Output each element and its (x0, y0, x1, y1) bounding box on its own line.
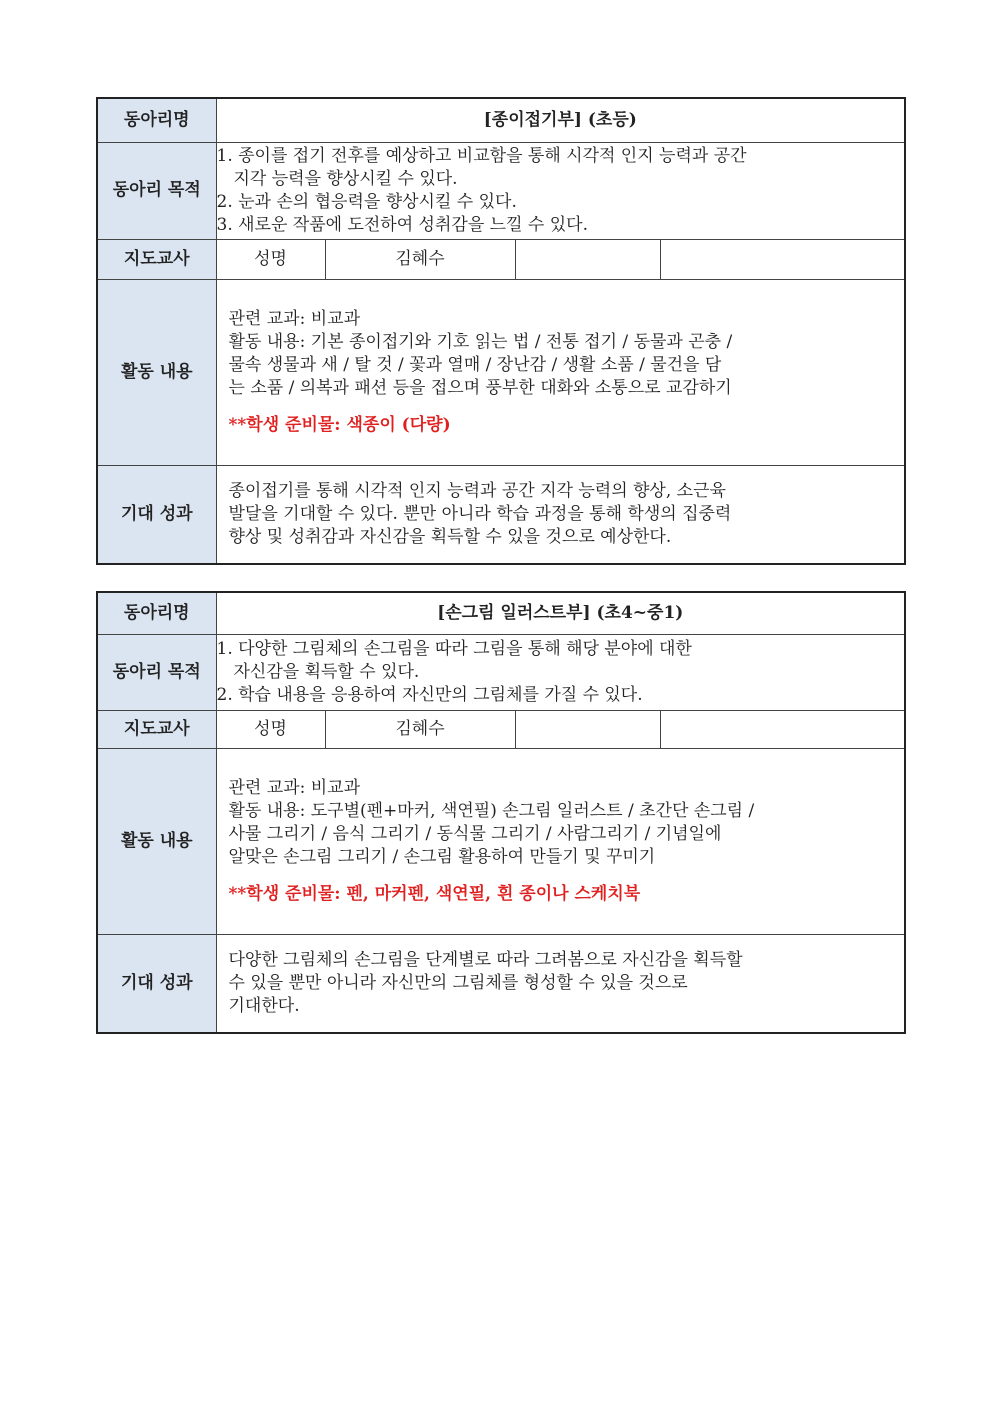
goal-line: 2. 눈과 손의 협응력을 향상시킬 수 있다. (216, 191, 517, 212)
goal-line: 자신감을 획득할 수 있다. (233, 661, 420, 682)
activity-label: 활동 내용 (97, 748, 216, 934)
activity-cell (216, 748, 905, 934)
outcome-line: 기대한다. (228, 995, 300, 1016)
club-goal-cell (216, 142, 905, 239)
activity-line: 사물 그리기 / 음식 그리기 / 동식물 그리기 / 사람그리기 / 기념일에 (228, 823, 722, 844)
outcome-line: 다양한 그림체의 손그림을 단계별로 따라 그려봄으로 자신감을 획득할 (228, 949, 743, 970)
activity-line: 활동 내용: 도구별(펜+마커, 색연필) 손그림 일러스트 / 초간단 손그림 / (228, 800, 755, 821)
activity-label: 활동 내용 (97, 279, 216, 465)
activity-line: 관련 교과: 비교과 (228, 308, 360, 329)
activity-line: 활동 내용: 기본 종이접기와 기호 읽는 법 / 전통 접기 / 동물과 곤충 / (228, 331, 733, 352)
club-name-label: 동아리명 (97, 592, 216, 634)
goal-line: 3. 새로운 작품에 도전하여 성취감을 느낄 수 있다. (216, 214, 588, 235)
outcome-label: 기대 성과 (97, 934, 216, 1033)
club-table-origami (96, 97, 906, 565)
goal-line: 1. 다양한 그림체의 손그림을 따라 그림을 통해 해당 분야에 대한 (216, 638, 692, 659)
materials-note: **학생 준비물: 펜, 마커펜, 색연필, 흰 종이나 스케치북 (228, 883, 641, 904)
outcome-line: 종이접기를 통해 시각적 인지 능력과 공간 지각 능력의 향상, 소근육 (228, 480, 726, 501)
teacher-extra-cell (660, 239, 905, 279)
club-title: [손그림 일러스트부] (초4~중1) (216, 592, 905, 634)
activity-line: 관련 교과: 비교과 (228, 777, 360, 798)
activity-cell (216, 279, 905, 465)
club-name-label: 동아리명 (97, 98, 216, 142)
activity-line: 는 소품 / 의복과 패션 등을 접으며 풍부한 대화와 소통으로 교감하기 (228, 377, 732, 398)
goal-line: 1. 종이를 접기 전후를 예상하고 비교함을 통해 시각적 인지 능력과 공간 (216, 145, 747, 166)
outcome-label: 기대 성과 (97, 465, 216, 564)
club-goal-cell (216, 634, 905, 710)
teacher-name: 김혜수 (325, 239, 515, 279)
outcome-line: 발달을 기대할 수 있다. 뿐만 아니라 학습 과정을 통해 학생의 집중력 (228, 503, 732, 524)
club-goal-label: 동아리 목적 (97, 634, 216, 710)
club-table-illustration (96, 591, 906, 1034)
club-title: [종이접기부] (초등) (216, 98, 905, 142)
club-goal-label: 동아리 목적 (97, 142, 216, 239)
teacher-extra-cell (515, 710, 660, 748)
goal-line: 지각 능력을 향상시킬 수 있다. (233, 168, 458, 189)
teacher-name: 김혜수 (325, 710, 515, 748)
activity-line: 물속 생물과 새 / 탈 것 / 꽃과 열매 / 장난감 / 생활 소품 / 물건을 담 (228, 354, 722, 375)
teacher-label: 지도교사 (97, 239, 216, 279)
outcome-cell (216, 934, 905, 1033)
teacher-extra-cell (515, 239, 660, 279)
outcome-line: 수 있을 뿐만 아니라 자신만의 그림체를 형성할 수 있을 것으로 (228, 972, 688, 993)
teacher-name-label: 성명 (216, 239, 325, 279)
teacher-label: 지도교사 (97, 710, 216, 748)
materials-note: **학생 준비물: 색종이 (다량) (228, 414, 451, 435)
goal-line: 2. 학습 내용을 응용하여 자신만의 그림체를 가질 수 있다. (216, 684, 643, 705)
teacher-extra-cell (660, 710, 905, 748)
activity-line: 알맞은 손그림 그리기 / 손그림 활용하여 만들기 및 꾸미기 (228, 846, 656, 867)
outcome-cell (216, 465, 905, 564)
teacher-name-label: 성명 (216, 710, 325, 748)
outcome-line: 향상 및 성취감과 자신감을 획득할 수 있을 것으로 예상한다. (228, 526, 672, 547)
